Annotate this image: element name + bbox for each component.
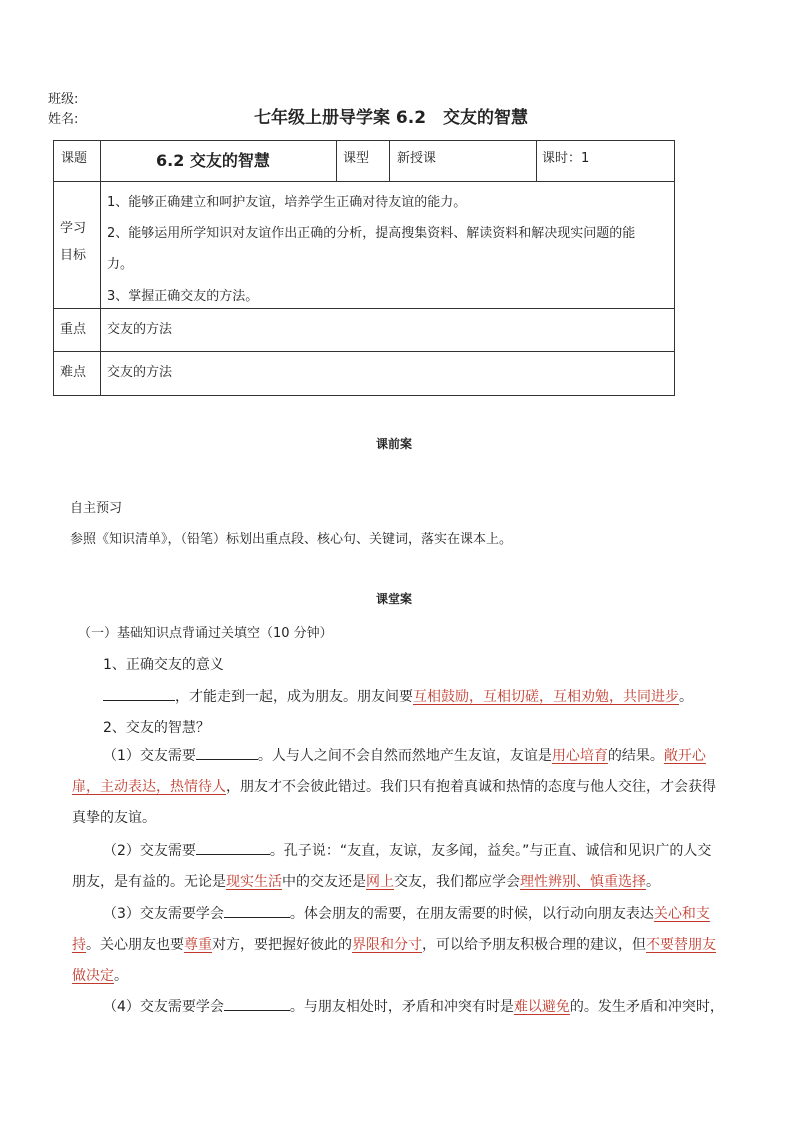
key-value: 交友的方法 <box>107 322 173 337</box>
p1-line-3: 真挚的友谊。 <box>72 810 156 826</box>
hours-value: 课时：1 <box>542 151 590 166</box>
q2-title: 2、交友的智慧？ <box>103 720 210 736</box>
goal-2-line-2: 力。 <box>107 257 134 272</box>
highlight: 互相鼓励，互相切磋，互相劝勉，共同进步 <box>413 689 679 705</box>
blank-3[interactable] <box>196 841 270 855</box>
p3-line-2: 持。关心朋友也要尊重对方，要把握好彼此的界限和分寸，可以给予朋友积极合理的建议，但不要替朋友 <box>72 937 716 953</box>
name-label: 姓名: <box>48 112 79 127</box>
goal-3: 3、掌握正确交友的方法。 <box>107 289 259 304</box>
blank-1[interactable] <box>103 687 175 701</box>
goal-2-line-1: 2、能够运用所学知识对友谊作出正确的分析，提高搜集资料、解读资料和解决现实问题的能 <box>107 226 636 241</box>
type-value: 新授课 <box>397 151 437 166</box>
section-1-title: （一）基础知识点背诵过关填空（10 分钟） <box>78 626 333 641</box>
p3-line-3: 做决定。 <box>72 968 128 984</box>
page-title: 七年级上册导学案 6.2 交友的智慧 <box>254 108 529 128</box>
p2-line-1: （2）交友需要 。孔子说：“友直，友谅，友多闻，益矣。”与正直、诚信和见识广的人交 <box>103 843 712 859</box>
blank-5[interactable] <box>224 997 290 1011</box>
q1-line: ，才能走到一起，成为朋友。朋友间要互相鼓励，互相切磋，互相劝勉，共同进步。 <box>103 686 693 706</box>
p1-line-2: 扉，主动表达，热情待人，朋友才不会彼此错过。我们只有抱着真诚和热情的态度与他人交往，才会获得 <box>72 779 716 795</box>
p2-line-2: 朋友，是有益的。无论是现实生活中的交友还是网上交友，我们都应学会理性辨别、慎重选择。 <box>72 874 660 890</box>
blank-2[interactable] <box>196 746 258 760</box>
difficult-value: 交友的方法 <box>107 365 173 380</box>
blank-4[interactable] <box>224 904 290 918</box>
p4-line-1: （4）交友需要学会 。与朋友相处时，矛盾和冲突有时是难以避免的。发生矛盾和冲突时， <box>103 999 724 1015</box>
goals-label-2: 目标 <box>60 248 87 263</box>
difficult-label: 难点 <box>60 365 87 380</box>
inclass-heading: 课堂案 <box>376 592 413 606</box>
class-label: 班级: <box>48 92 79 107</box>
preclass-instruction: 参照《知识清单》，（铅笔）标划出重点段、核心句、关键词，落实在课本上。 <box>70 532 513 547</box>
q1-title: 1、正确交友的意义 <box>103 657 224 673</box>
p3-line-1: （3）交友需要学会 。体会朋友的需要，在朋友需要的时候，以行动向朋友表达关心和支 <box>103 906 710 922</box>
type-label: 课型 <box>343 151 370 166</box>
goals-label-1: 学习 <box>60 221 87 236</box>
self-study-label: 自主预习 <box>70 501 123 516</box>
info-table <box>53 140 675 396</box>
p1-line-1: （1）交友需要 。人与人之间不会自然而然地产生友谊，友谊是用心培育的结果。敞开心 <box>103 748 706 764</box>
goal-1: 1、能够正确建立和呵护友谊，培养学生正确对待友谊的能力。 <box>107 195 467 210</box>
preclass-heading: 课前案 <box>376 437 413 451</box>
topic-value: 6.2 交友的智慧 <box>156 151 270 170</box>
key-label: 重点 <box>60 322 87 337</box>
topic-label: 课题 <box>61 151 88 166</box>
